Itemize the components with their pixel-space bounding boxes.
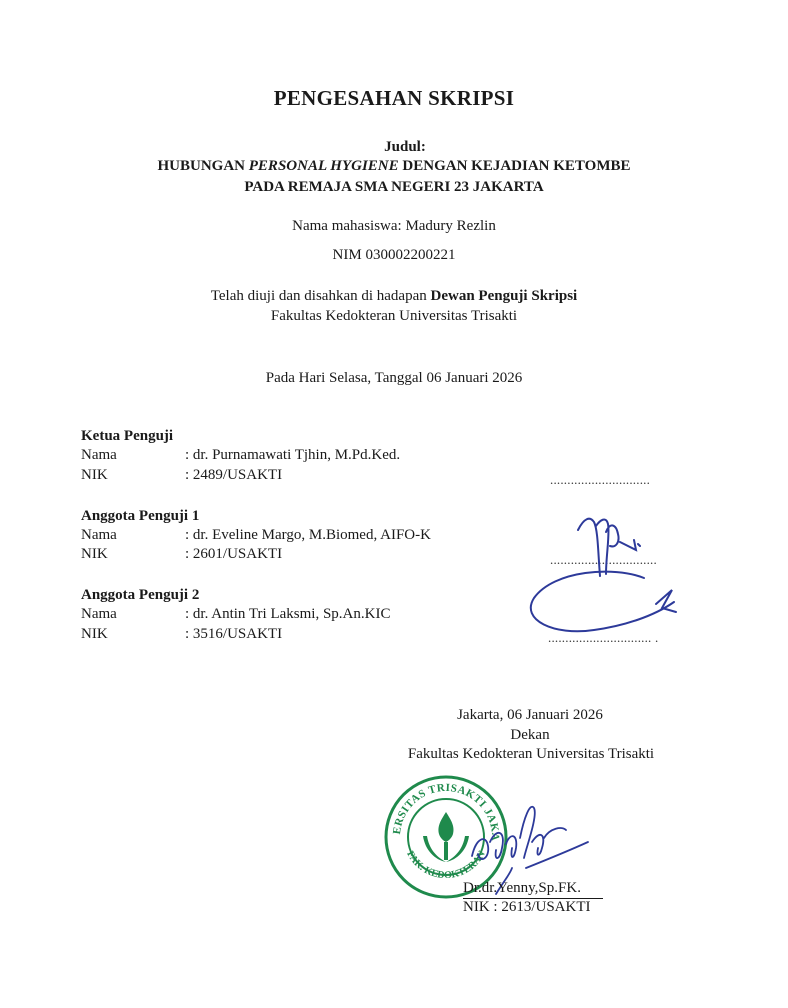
judul-line-2: PADA REMAJA SMA NEGERI 23 JAKARTA	[244, 179, 544, 195]
examiner-2-role: Anggota Penguji 1	[81, 508, 200, 524]
examiner-3-role: Anggota Penguji 2	[81, 587, 200, 603]
approval-position: Dekan	[510, 727, 550, 743]
examiner-3-name: : dr. Antin Tri Laksmi, Sp.An.KIC	[185, 606, 391, 622]
stamp-text-bottom: FAK. KEDOKTERAN	[404, 849, 488, 882]
stamp-emblem-icon	[423, 812, 469, 862]
examiner-3-signature-line: .............................. .	[548, 630, 659, 645]
examiner-1-role: Ketua Penguji	[81, 428, 174, 444]
page-title: PENGESAHAN SKRIPSI	[273, 86, 515, 110]
examiner-1-name-label: Nama	[81, 447, 117, 463]
examiner-1-signature-line: .............................	[550, 472, 651, 487]
examiner-2-name: : dr. Eveline Margo, M.Biomed, AIFO-K	[185, 527, 431, 543]
tested-statement	[0, 288, 788, 305]
dean-name: Dr.dr.Yenny,Sp.FK.	[463, 880, 581, 896]
tested-faculty: Fakultas Kedokteran Universitas Trisakti	[270, 308, 518, 324]
tested-prefix: Telah diuji dan disahkan di hadapan	[210, 288, 431, 304]
examiner-3-signature	[524, 568, 684, 638]
examiner-2-name-label: Nama	[81, 527, 117, 543]
examiner-3-name-label: Nama	[81, 606, 117, 622]
dean-nik: NIK : 2613/USAKTI	[463, 899, 591, 915]
judul-line-1-suffix: DENGAN KEJADIAN KETOMBE	[398, 158, 631, 174]
approval-place-date: Jakarta, 06 Januari 2026	[457, 707, 603, 723]
tested-board: Dewan Penguji Skripsi	[430, 288, 578, 304]
examiner-1-nik: : 2489/USAKTI	[185, 467, 283, 483]
examiner-1-nik-label: NIK	[81, 467, 108, 483]
examiner-2-signature-line: ...............................	[550, 552, 657, 567]
stamp-text-top: ERSITAS TRISAKTI JAKA	[390, 781, 502, 842]
approval-faculty: Fakultas Kedokteran Universitas Trisakti	[407, 746, 655, 762]
examiner-2-nik-label: NIK	[81, 546, 108, 562]
exam-day: Pada Hari Selasa, Tanggal 06 Januari 2026	[265, 370, 523, 386]
examiner-3-nik-label: NIK	[81, 626, 108, 642]
dean-name-underline	[463, 880, 603, 899]
examiner-2-nik: : 2601/USAKTI	[185, 546, 283, 562]
student-nim: NIM 030002200221	[332, 247, 456, 263]
judul-line-1-prefix: HUBUNGAN	[157, 158, 249, 174]
judul-line-1-italic: PERSONAL HYGIENE	[248, 158, 399, 174]
student-name: Nama mahasiswa: Madury Rezlin	[292, 218, 496, 234]
judul-label: Judul:	[384, 139, 426, 155]
examiner-3-nik: : 3516/USAKTI	[185, 626, 283, 642]
judul-line-1	[0, 158, 788, 175]
examiner-1-name: : dr. Purnamawati Tjhin, M.Pd.Ked.	[185, 447, 401, 463]
